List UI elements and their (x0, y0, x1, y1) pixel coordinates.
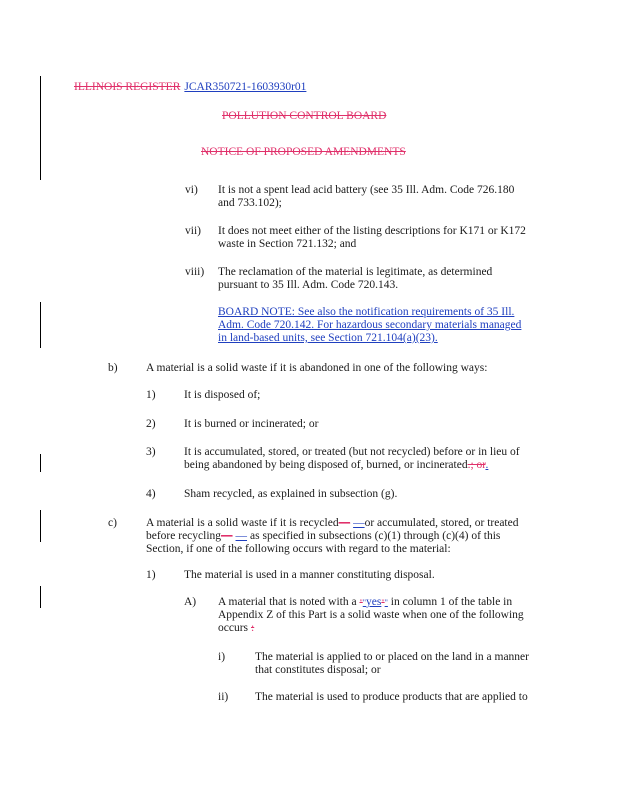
change-bar (40, 454, 41, 472)
jcar-code: JCAR350721-1603930r01 (184, 81, 307, 93)
item-b1-text: It is disposed of; (184, 389, 261, 401)
item-label-b1: 1) (146, 389, 156, 401)
item-b2-text: It is burned or incinerated; or (184, 418, 319, 430)
notice-title: NOTICE OF PROPOSED AMENDMENTS (201, 146, 406, 158)
item-label-cA: A) (184, 596, 197, 608)
item-b-text: A material is a solid waste if it is abandoned in one of the following ways: (146, 362, 488, 374)
item-label-b2: 2) (146, 418, 156, 430)
register-header (74, 81, 306, 94)
change-bar (40, 76, 41, 180)
item-label-ci: i) (218, 651, 226, 663)
change-bar (40, 510, 41, 542)
item-label-c1: 1) (146, 569, 156, 581)
item-label-vii: vii) (185, 225, 201, 237)
item-cii-text: The material is used to produce products that are applied to (255, 691, 528, 703)
item-c-text: A material is a solid waste if it is recycled— —or accumulated, stored, or treated before recycling— — as specified in subsections (c)(1) through (c)(4) of this Section, if one of the following occurs with regard to the material: (146, 517, 519, 555)
change-bar (40, 586, 41, 608)
item-cA-text: A material that is noted with a ""yes"" in column 1 of the table in Appendix Z of this Part is a solid waste when one of the following occurs : (218, 596, 524, 634)
item-vi-text: It is not a spent lead acid battery (see 35 Ill. Adm. Code 726.180 and 733.102); (218, 184, 515, 209)
item-label-c: c) (108, 517, 117, 529)
item-label-b3: 3) (146, 446, 156, 458)
item-vii-text: It does not meet either of the listing descriptions for K171 or K172 waste in Section 721.132; and (218, 225, 526, 250)
item-label-b: b) (108, 362, 118, 374)
item-label-viii: viii) (185, 266, 205, 278)
item-label-vi: vi) (185, 184, 198, 196)
item-b3-text: It is accumulated, stored, or treated (but not recycled) before or in lieu of being abandoned by being disposed of, burned, or incinerated.; or. (184, 446, 520, 471)
item-label-b4: 4) (146, 488, 156, 500)
board-note: BOARD NOTE: See also the notification requirements of 35 Ill. Adm. Code 720.142. For hazardous secondary materials managed in land-based units, see Section 721.104(a)(23). (218, 306, 522, 344)
item-b4-text: Sham recycled, as explained in subsection (g). (184, 488, 398, 500)
register-title: ILLINOIS REGISTER (74, 81, 181, 93)
change-bar (40, 302, 41, 348)
board-title: POLLUTION CONTROL BOARD (222, 110, 387, 122)
item-c1-text: The material is used in a manner constituting disposal. (184, 569, 435, 581)
item-viii-text: The reclamation of the material is legitimate, as determined pursuant to 35 Ill. Adm. Code 720.143. (218, 266, 493, 291)
item-ci-text: The material is applied to or placed on the land in a manner that constitutes disposal; or (255, 651, 529, 676)
item-label-cii: ii) (218, 691, 229, 703)
